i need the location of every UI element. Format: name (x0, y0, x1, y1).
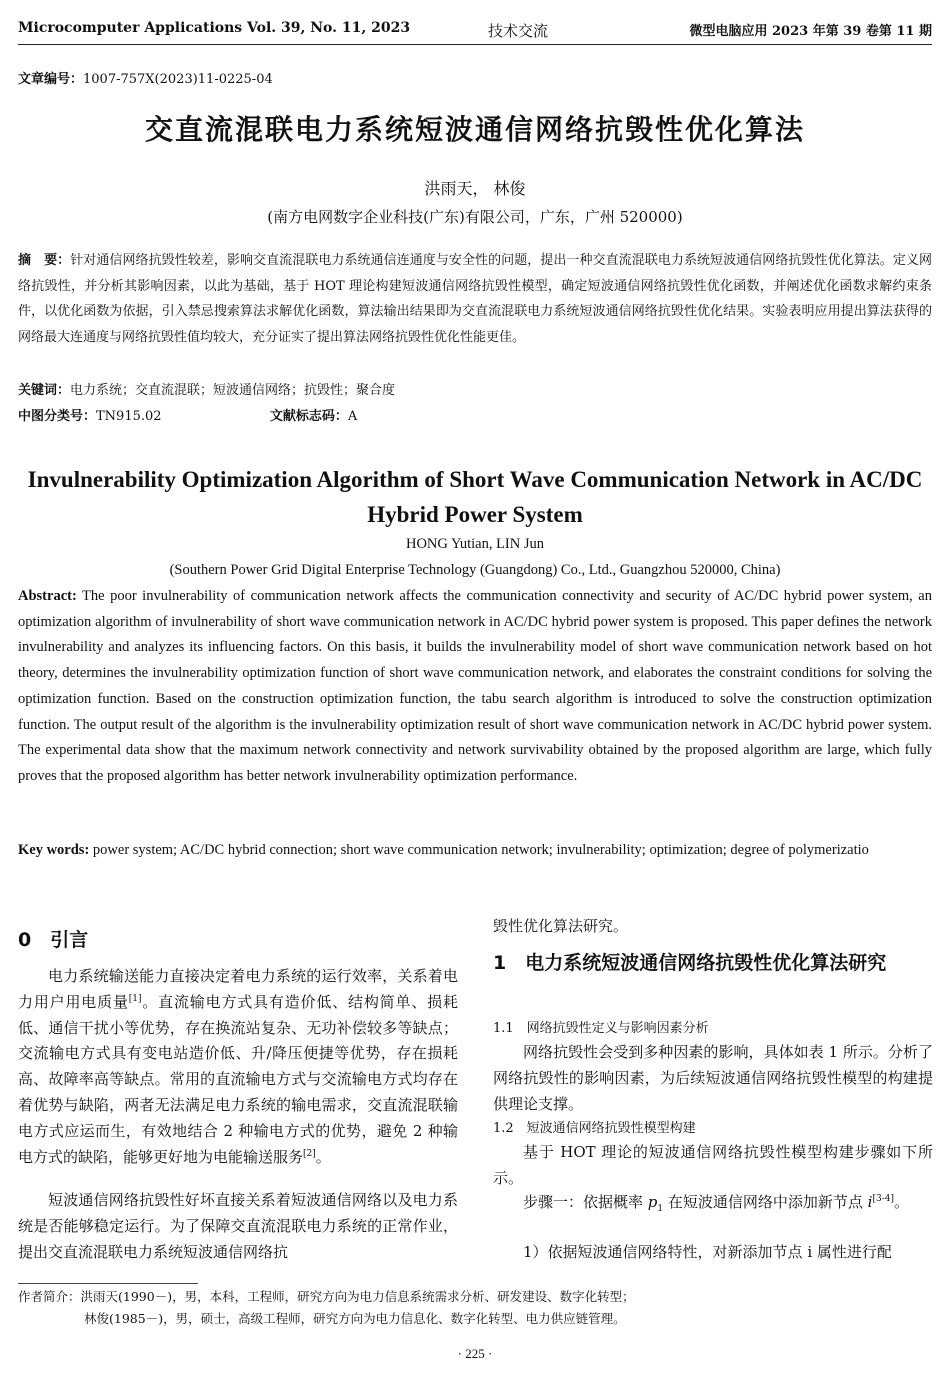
keywords-cn-text: 电力系统；交直流混联；短波通信网络；抗毁性；聚合度 (70, 383, 396, 398)
step-1-text-c: 。 (894, 1193, 910, 1211)
section-1-1-text: 网络抗毁性会受到多种因素的影响，具体如表 1 所示。分析了网络抗毁性的影响因素，为后续短波通信网络抗毁性模型的构建提供理论支撑。 (493, 1043, 933, 1113)
header-rule (18, 44, 932, 45)
clc-value: TN915.02 (96, 409, 162, 424)
keywords-en (18, 838, 932, 864)
intro-paragraph-2: 短波通信网络抗毁性好坏直接关系着短波通信网络以及电力系统是否能够稳定运行。为了保障交直流混联电力系统的正常作业，提出交直流混联电力系统短波通信网络抗 (18, 1191, 458, 1261)
authors-en: HONG Yutian, LIN Jun (405, 536, 544, 552)
abstract-en-text: The poor invulnerability of communication network affects the communication connectivity and security of AC/DC hybrid power system, an optimization algorithm of invulnerability of short wave communication network in AC/DC hybrid power system is proposed. This paper defines the network invulnerability and analyzes its influencing factors. On this basis, it builds the invulnerability model of short wave communication network based on hot theory, determines the invulnerability optimization function of short wave communication network, and elaborates the constraint conditions for solving the optimization function. Based on the construction optimization function, the tabu search algorithm is introduced to solve the construction optimization function. The output result of the algorithm is the invulnerability optimization result of short wave communication network in AC/DC hybrid power system. The experimental data show that the maximum network connectivity and network survivability obtained by the proposed algorithm are large, which fully proves that the proposed algorithm has better network invulnerability optimization performance. (18, 588, 932, 784)
citation-1: [1] (128, 993, 142, 1004)
title-en: Invulnerability Optimization Algorithm of Short Wave Communication Network in AC/DC Hybrid Power System (27, 467, 923, 527)
section-label: 技术交流 (488, 22, 549, 40)
affiliation-cn: (南方电网数字企业科技(广东)有限公司，广东，广州 520000) (267, 208, 683, 226)
title-cn: 交直流混联电力系统短波通信网络抗毁性优化算法 (144, 113, 805, 146)
section-1-2-text: 基于 HOT 理论的短波通信网络抗毁性模型构建步骤如下所示。 (493, 1143, 933, 1187)
author-bio-1 (18, 1286, 932, 1308)
abstract-cn-label: 摘 要： (18, 253, 71, 268)
section-1-heading: 1 电力系统短波通信网络抗毁性优化算法研究 (493, 952, 887, 974)
doc-code-value: A (347, 409, 358, 424)
affiliation-en: (Southern Power Grid Digital Enterprise Technology (Guangdong) Co., Ltd., Guangzhou 520000, China) (169, 562, 781, 578)
author-bio-line-2: 林俊(1985－)，男，硕士，高级工程师，研究方向为电力信息化、数字化转型、电力供应链管理。 (84, 1311, 626, 1326)
keywords-cn-label: 关键词： (18, 383, 71, 398)
keywords-en-text: power system; AC/DC hybrid connection; short wave communication network; invulnerability; optimization; degree of polymerizatio (92, 842, 869, 858)
section-1-2-heading: 1.2 短波通信网络抗毁性模型构建 (493, 1121, 696, 1136)
abstract-en-label: Abstract: (18, 588, 77, 604)
node-var: i (867, 1193, 873, 1211)
abstract-cn-text: 针对通信网络抗毁性较差，影响交直流混联电力系统通信连通度与安全性的问题，提出一种交直流混联电力系统短波通信网络抗毁性优化算法。定义网络抗毁性，并分析其影响因素，以此为基础，基于 HOT 理论构建短波通信网络抗毁性模型，确定短波通信网络抗毁性优化函数，并阐述优化函数求解约束条件，以优化函数为依据，引入禁忌搜索算法求解优化函数，算法输出结果即为交直流混联电力系统短波通信网络抗毁性优化结果。实验表明应用提出算法获得的网络最大连通度与网络抗毁性值均较大，充分证实了提出算法网络抗毁性优化性能更佳。 (18, 253, 932, 345)
doc-code-label: 文献标志码： (269, 409, 348, 424)
step-1-text-b: 在短波通信网络中添加新节点 (663, 1193, 868, 1211)
footnote-rule (18, 1283, 198, 1284)
section-1-1-heading: 1.1 网络抗毁性定义与影响因素分析 (493, 1021, 709, 1036)
keywords-en-label: Key words: (18, 842, 90, 858)
journal-name-cn: 微型电脑应用 2023 年第 39 卷第 11 期 (689, 24, 932, 39)
abstract-cn (18, 248, 932, 350)
classification (18, 404, 932, 430)
probability-var: p (647, 1193, 658, 1211)
page-number: · 225 · (457, 1346, 493, 1361)
step-1 (493, 1190, 933, 1223)
article-number (18, 68, 273, 87)
clc-label: 中图分类号： (18, 409, 97, 424)
running-header (18, 18, 932, 42)
article-number-value: 1007-757X(2023)11-0225-04 (83, 72, 273, 87)
citation-3-4: [3-4] (872, 1194, 894, 1204)
keywords-cn (18, 378, 932, 404)
author-bio-label: 作者简介： (18, 1289, 81, 1304)
abstract-en (18, 584, 932, 790)
authors-cn: 洪雨天， 林俊 (424, 179, 526, 198)
section-0-heading: 0 引言 (18, 929, 89, 951)
intro-paragraph-1 (18, 964, 458, 1170)
article-number-label: 文章编号： (18, 72, 84, 87)
author-bio-line-1: 洪雨天(1990－)，男，本科，工程师，研究方向为电力信息系统需求分析、研发建设、数字化转型； (80, 1289, 635, 1304)
continued-text: 毁性优化算法研究。 (493, 917, 629, 935)
intro-p1-text-a: 电力系统输送能力直接决定着电力系统的运行效率，关系着电力用户用电质量 (18, 967, 458, 1011)
citation-2: [2] (303, 1148, 316, 1159)
step-1-item-1: 1）依据短波通信网络特性，对新添加节点 i 属性进行配 (523, 1243, 892, 1261)
probability-subscript: 1 (657, 1204, 664, 1214)
intro-p1-text-c: 。 (315, 1147, 331, 1166)
step-1-text-a: 步骤一：依据概率 (523, 1193, 648, 1211)
journal-name-en: Microcomputer Applications Vol. 39, No. 11, 2023 (18, 20, 411, 36)
intro-p1-text-b: 。直流输电方式具有造价低、结构简单、损耗低、通信干扰小等优势，存在换流站复杂、无功补偿较多等缺点；交流输电方式具有变电站造价低、升/降压便捷等优势，存在损耗高、故障率高等缺点。常用的直流输电方式与交流输电方式均存在着优势与缺陷，两者无法满足电力系统的输电需求，交直流混联输电方式应运而生，有效地结合 2 种输电方式的优势，避免 2 种输电方式的缺陷，能够更好地为电能输送服务 (18, 992, 458, 1166)
